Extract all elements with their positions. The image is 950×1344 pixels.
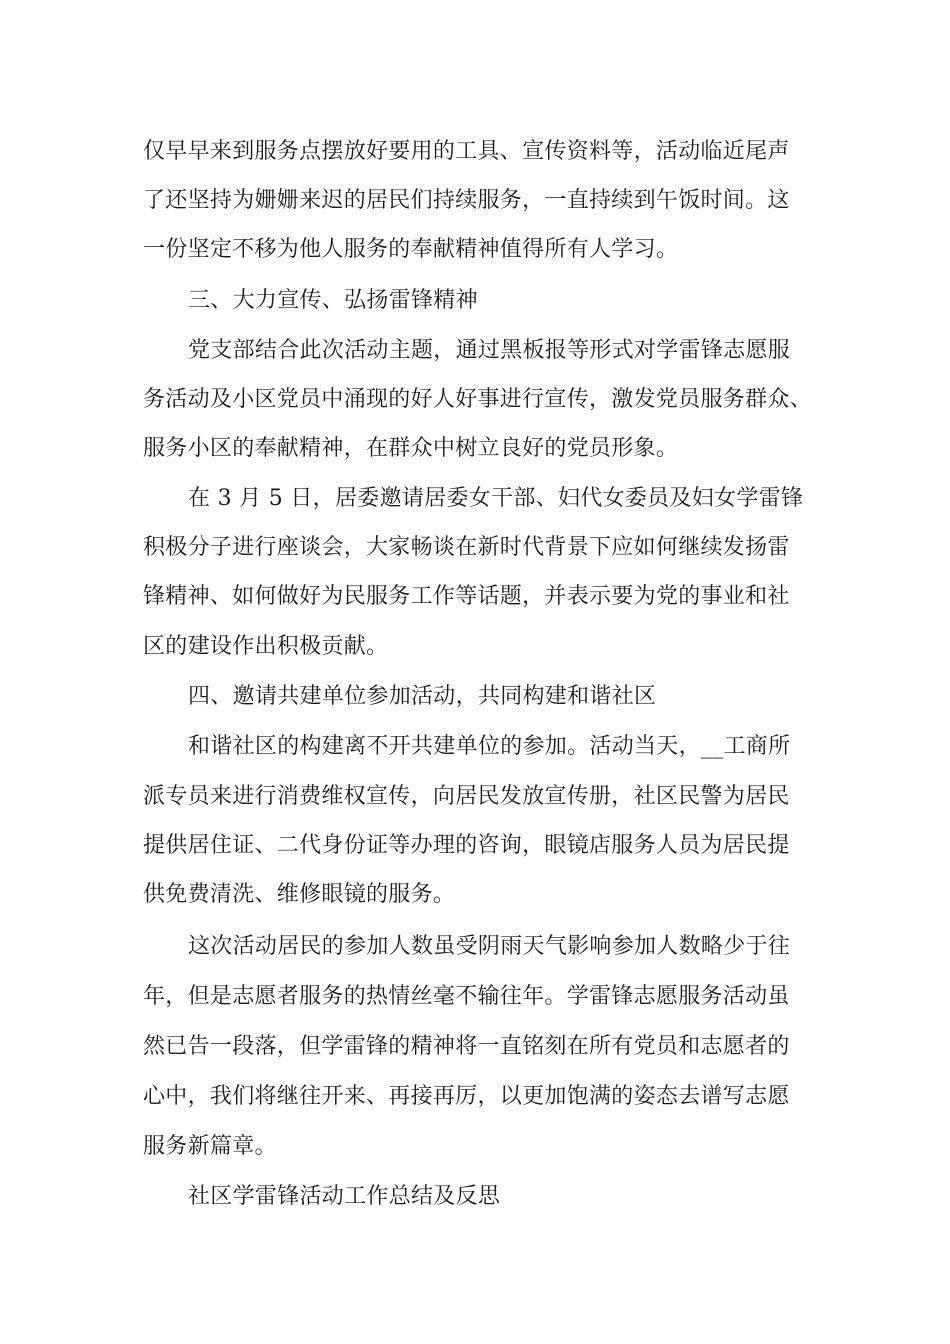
paragraph-line: 服务小区的奉献精神，在群众中树立良好的党员形象。: [143, 436, 679, 461]
paragraph-line: 锋精神、如何做好为民服务工作等话题，并表示要为党的事业和社: [143, 584, 790, 609]
section-heading: 三、大力宣传、弘扬雷锋精神: [188, 288, 478, 313]
paragraph-line: 服务新篇章。: [143, 1134, 277, 1159]
paragraph-line: 党支部结合此次活动主题，通过黑板报等形式对学雷锋志愿服: [188, 338, 791, 363]
paragraph-line: 务活动及小区党员中涌现的好人好事进行宣传，激发党员服务群众、: [143, 387, 813, 412]
paragraph-line: 积极分子进行座谈会，大家畅谈在新时代背景下应如何继续发扬雷: [143, 535, 790, 560]
article-title: 社区学雷锋活动工作总结及反思: [188, 1184, 501, 1209]
paragraph-line: 和谐社区的构建离不开共建单位的参加。活动当天，__工商所: [188, 734, 791, 759]
paragraph-line: 区的建设作出积极贡献。: [143, 634, 389, 659]
paragraph-line: 一份坚定不移为他人服务的奉献精神值得所有人学习。: [143, 237, 679, 262]
paragraph-line: 心中，我们将继往开来、再接再厉，以更加饱满的姿态去谱写志愿: [143, 1084, 790, 1109]
paragraph-line: 然已告一段落，但学雷锋的精神将一直铭刻在所有党员和志愿者的: [143, 1034, 790, 1059]
paragraph-line: 仅早早来到服务点摆放好要用的工具、宣传资料等，活动临近尾声: [143, 139, 790, 164]
paragraph-line: 供免费清洗、维修眼镜的服务。: [143, 882, 456, 907]
paragraph-line: 提供居住证、二代身份证等办理的咨询，眼镜店服务人员为居民提: [143, 833, 790, 858]
paragraph-line: 了还坚持为姗姗来迟的居民们持续服务，一直持续到午饭时间。这: [143, 188, 790, 213]
paragraph-line: 这次活动居民的参加人数虽受阴雨天气影响参加人数略少于往: [188, 934, 791, 959]
paragraph-line: 在 3 月 5 日，居委邀请居委女干部、妇代女委员及妇女学雷锋: [188, 486, 804, 511]
paragraph-line: 派专员来进行消费维权宣传，向居民发放宣传册，社区民警为居民: [143, 784, 790, 809]
paragraph-line: 年，但是志愿者服务的热情丝毫不输往年。学雷锋志愿服务活动虽: [143, 984, 790, 1009]
section-heading: 四、邀请共建单位参加活动，共同构建和谐社区: [188, 684, 657, 709]
